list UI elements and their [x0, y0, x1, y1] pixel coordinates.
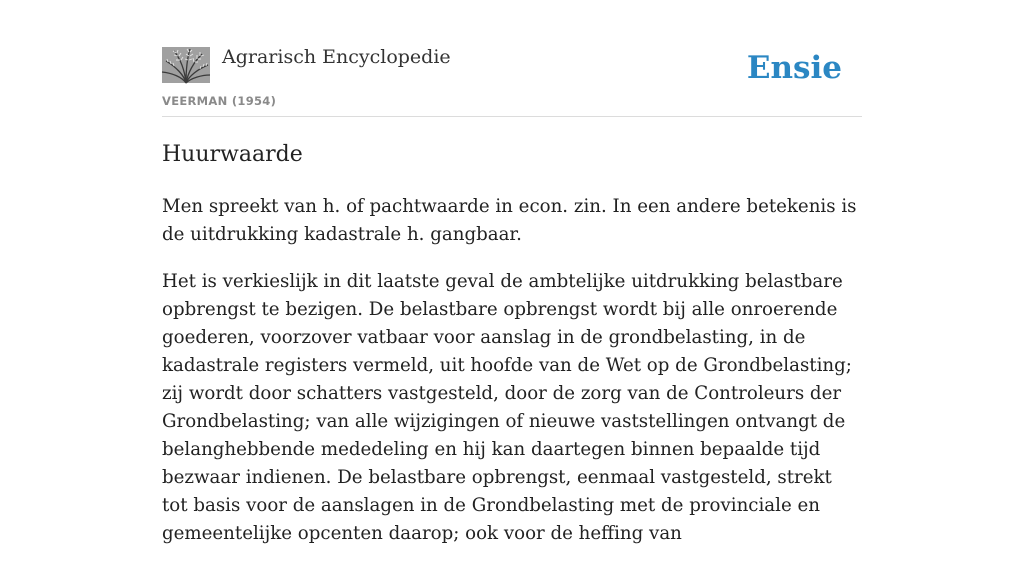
- article: [162, 140, 862, 567]
- wheat-icon: [162, 47, 210, 83]
- article-title: Huurwaarde: [162, 142, 303, 167]
- publication-title[interactable]: Agrarisch Encyclopedie: [222, 46, 451, 68]
- source-label: VEERMAN (1954): [162, 94, 277, 108]
- article-paragraph: Het is verkieslijk in dit laatste geval de ambtelijke uitdrukking belastbare opbrengst te bezigen. De belastbare opbrengst wordt bij alle onroerende goederen, voorzover vatbaar voor aanslag in de grondbelasting, in de kadastrale registers vermeld, uit hoofde van de Wet op de Grondbelasting; zij wordt door schatters vastgesteld, door de zorg van de Controleurs der Grondbelasting; van alle wijzigingen of nieuwe vaststellingen ontvangt de belanghebbende mededeling en hij kan daartegen binnen bepaalde tijd bezwaar indienen. De belastbare opbrengst, eenmaal vastgesteld, strekt tot basis voor de aanslagen in de Grondbelasting met de provinciale en gemeentelijke opcenten daarop; ook voor de heffing van: [162, 271, 852, 544]
- brand-logo[interactable]: Ensie: [746, 50, 842, 86]
- article-paragraph: Men spreekt van h. of pachtwaarde in econ. zin. In een andere betekenis is de uitdrukking kadastrale h. gangbaar.: [162, 196, 857, 245]
- header: [162, 44, 862, 117]
